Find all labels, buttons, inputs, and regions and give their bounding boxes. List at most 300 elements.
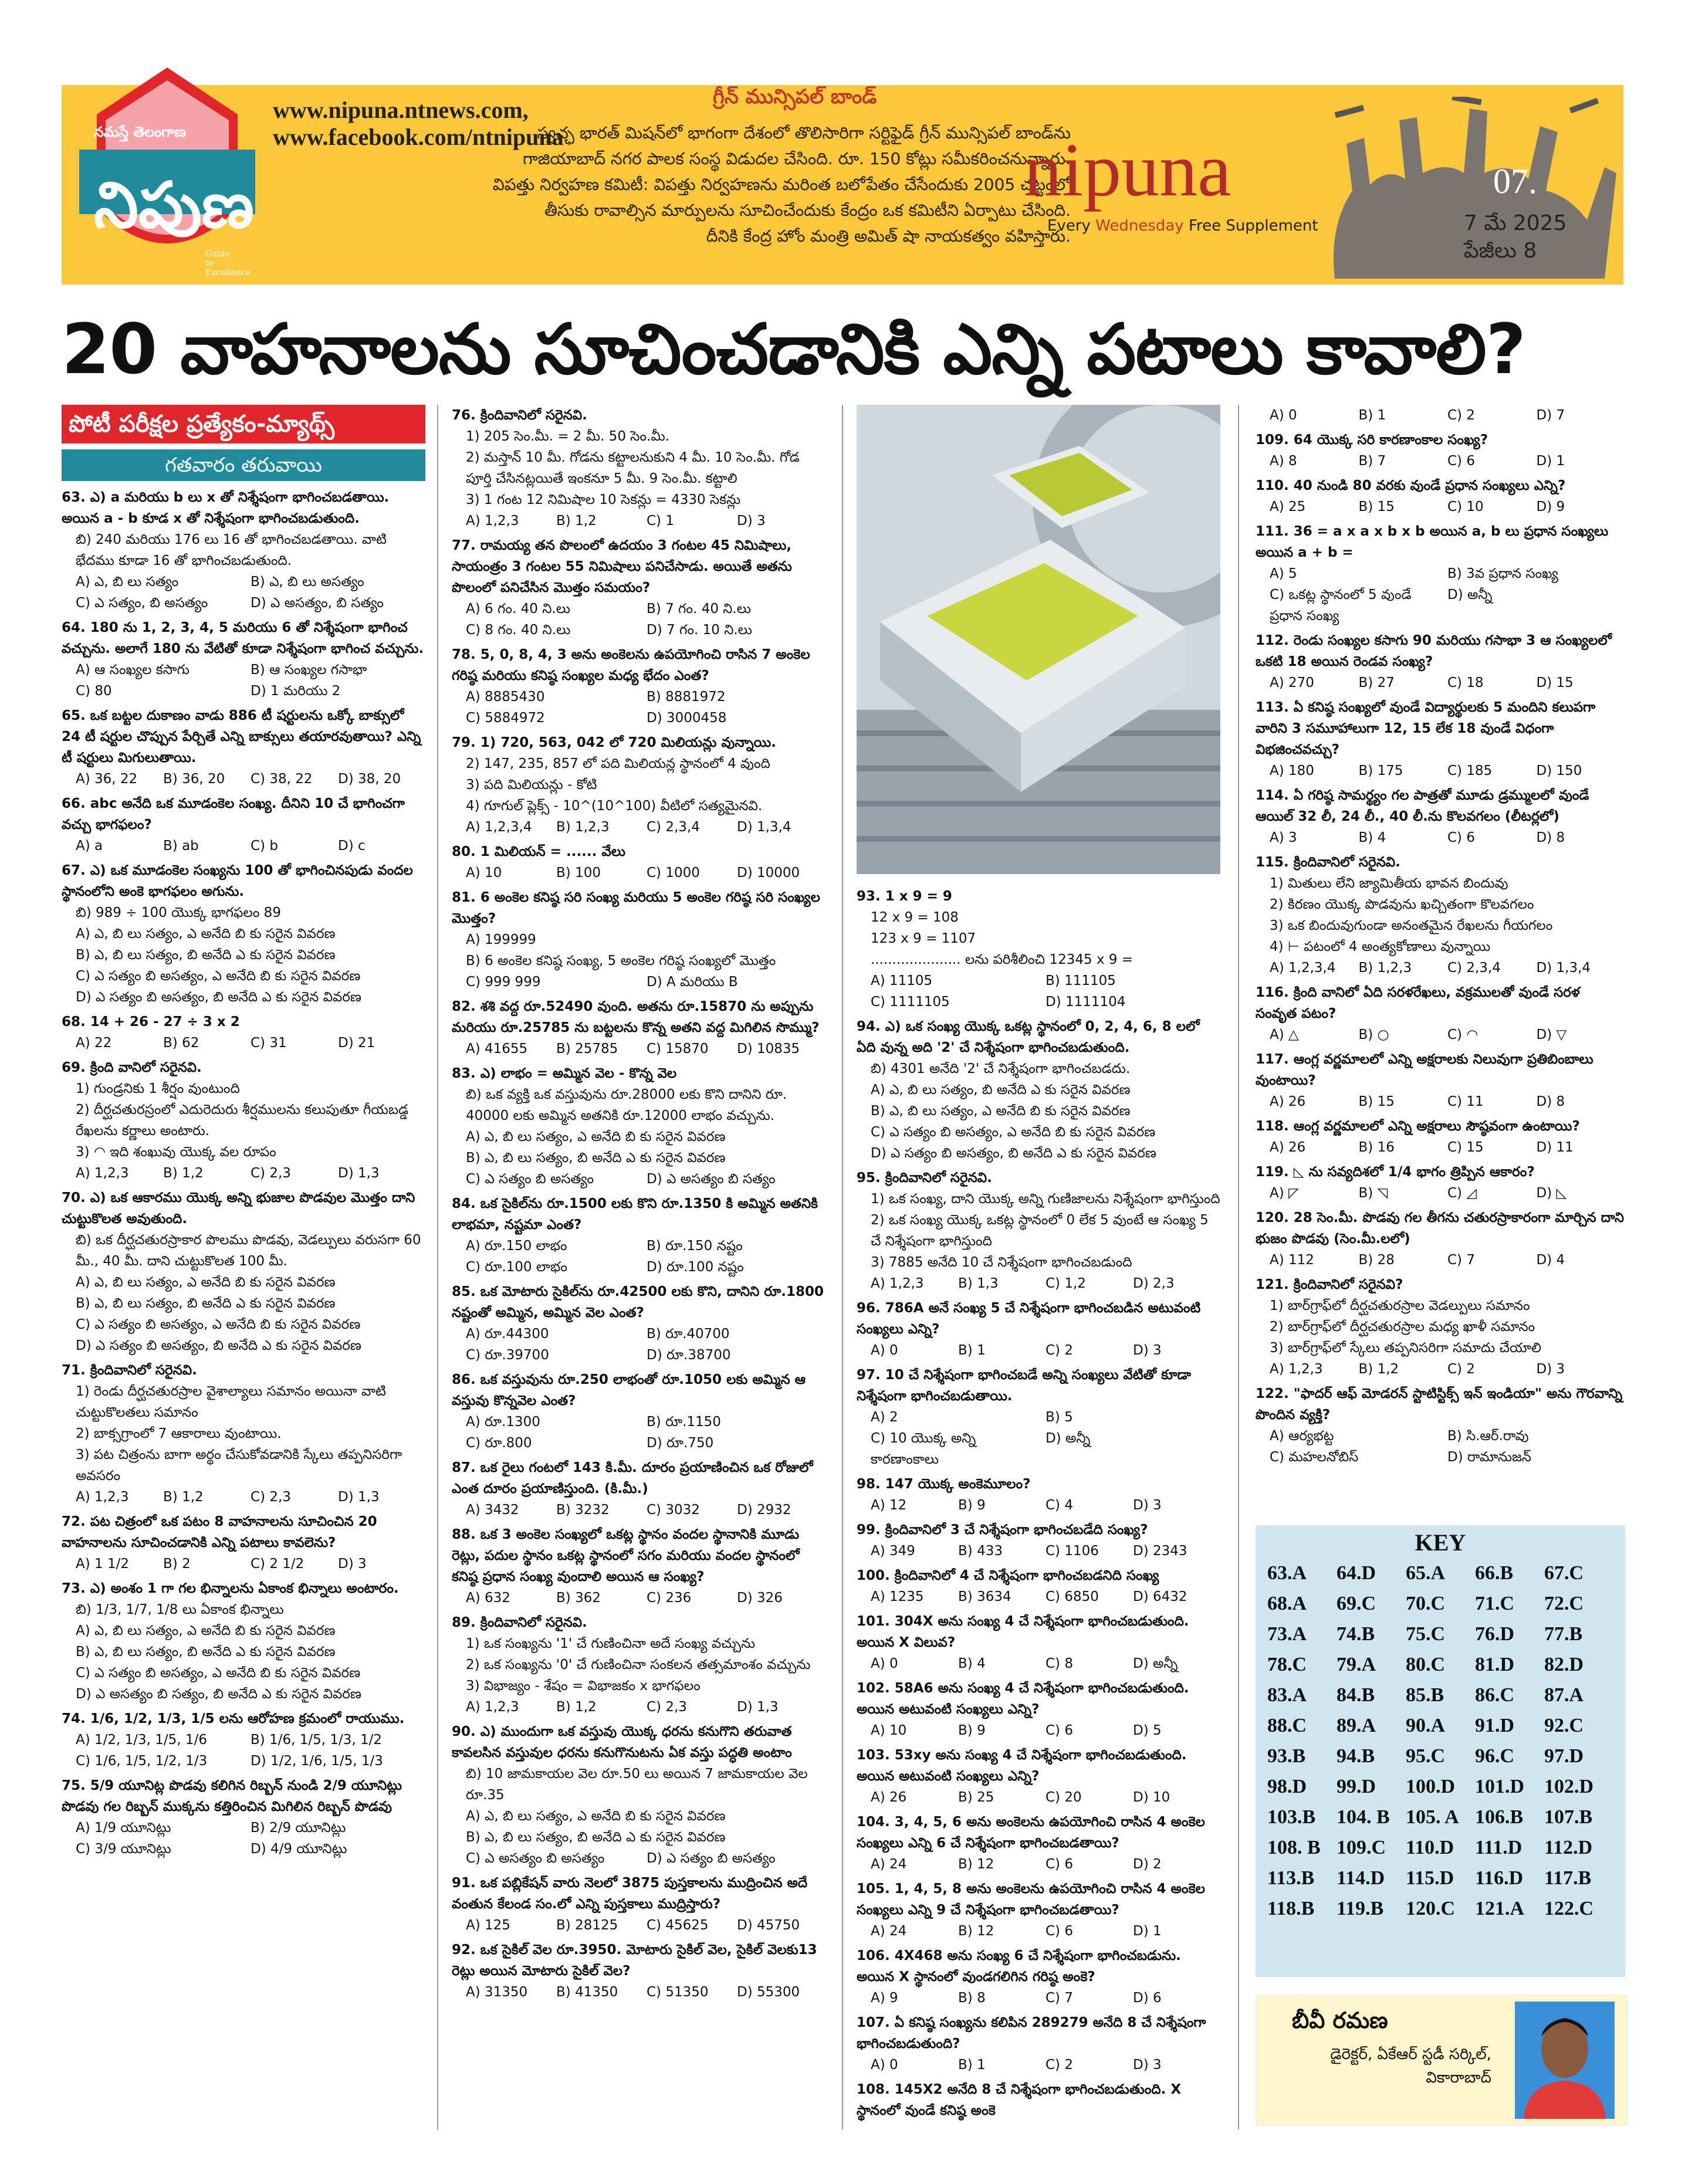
answer-option: D) 150 — [1536, 763, 1582, 778]
website-url[interactable]: www.nipuna.ntnews.com, — [273, 97, 529, 123]
answer-option: B) 1 — [958, 1343, 986, 1358]
question-block — [857, 1678, 1220, 1741]
answer-key-item: 120.C — [1406, 1898, 1456, 1919]
section-title: పోటీ పరీక్షల ప్రత్యేకం-మ్యాథ్స్ — [62, 405, 425, 443]
question-block — [452, 1873, 827, 1936]
question-text: 113. ఏ కనిష్ఠ సంఖ్యలో వుండే విద్యార్థులకు 5 మందిని కలుపగా వారిని 3 సమూహాలుగా 12, 15 లేక 18 వుండే విధంగా విభజించవచ్చు? — [1256, 700, 1596, 757]
answer-option: B) రూ.1150 — [647, 1414, 721, 1430]
column-divider — [1238, 405, 1239, 2129]
question-block — [857, 1016, 1220, 1164]
question-line: C) ఎ సత్యం బి అసత్యం, ఎ అనేది బి కు సరైన వివరణ — [76, 1665, 361, 1681]
options-grid — [62, 1487, 425, 1508]
question-line: 2) బార్‌గ్రాఫ్‌లో దీర్ఘచతురస్రాల మధ్య ఖాళీ సమానం — [1270, 1319, 1535, 1335]
question-text: 107. ఏ కనిష్ఠ సంఖ్యను కలిపిన 289279 అనేది 8 చే నిశ్శేషంగా భాగించబడుతుంది? — [857, 2015, 1206, 2051]
answer-option: A) 26 — [871, 1790, 907, 1805]
answer-option: B) 8881972 — [647, 689, 726, 705]
options-grid — [452, 1982, 827, 2003]
answer-option: D) 3 — [1536, 1362, 1565, 1377]
question-text: 112. రెండు సంఖ్యల కసాగు 90 మరియు గసాభా 3 ఆ సంఖ్యలలో ఒకటి 18 అయిన రెండవ సంఖ్య? — [1256, 633, 1612, 669]
answer-option: D) 1,3 — [338, 1489, 380, 1505]
answer-option: C) 8 — [1045, 1656, 1073, 1671]
question-text: 115. క్రిందివానిలో సరైనవి. — [1256, 855, 1400, 870]
answer-option: D) 10000 — [737, 865, 800, 881]
answer-option: B) ఆ సంఖ్యల గసాభా — [251, 662, 367, 678]
logo-big-text: నిపుణ — [94, 168, 254, 242]
answer-option: A) 26 — [1270, 1140, 1306, 1155]
question-line: బి) 989 ÷ 100 యొక్క భాగఫలం 89 — [76, 905, 281, 920]
question-text: 64. 180 ను 1, 2, 3, 4, 5 మరియు 6 తో నిశ్శేషంగా భాగించ వచ్చును. అలాగే 180 ను వేటితో కూడా నిశ్శేషంగా భాగించ వచ్చును. — [62, 620, 424, 656]
answer-option: D) 55300 — [737, 1985, 800, 2000]
answer-option: C) 3032 — [647, 1502, 700, 1518]
answer-option: A) 1,2,3 — [76, 1166, 129, 1181]
answer-option: D) c — [338, 838, 366, 854]
question-line: బి) ఒక వ్యక్తి ఒక వస్తువును రూ.28000 లకు కొని దానిని రూ. 40000 లకు అమ్మిన అతనికి రూ.12000 లాభం వచ్చును. — [466, 1087, 787, 1123]
answer-option: C) 2 — [1447, 1362, 1475, 1377]
question-text: 94. ఎ) ఒక సంఖ్య యొక్క ఒకట్ల స్థానంలో 0, 2, 4, 6, 8 లలో ఏది వున్న అది '2' చే నిశ్శేషంగా భాగించబడుతుంది. — [857, 1019, 1200, 1055]
answer-option: C) 1106 — [1045, 1543, 1099, 1559]
question-block — [452, 1369, 827, 1454]
answer-option: D) 1,3,4 — [1536, 960, 1591, 976]
column-divider — [842, 405, 843, 2129]
question-text: 110. 40 నుండి 80 వరకు వుండే ప్రధాన సంఖ్యలు ఎన్ని? — [1256, 478, 1566, 493]
options-grid — [1256, 496, 1625, 517]
question-text: 117. ఆంగ్ల వర్ణమాలలో ఎన్ని అక్షరాలకు నిలువుగా ప్రతిబింబాలు వుంటాయి? — [1256, 1052, 1593, 1088]
answer-option: D) 1111104 — [1045, 994, 1126, 1010]
answer-key-item: 74.B — [1337, 1623, 1375, 1645]
answer-key-item: 84.B — [1337, 1684, 1375, 1706]
options-grid — [1256, 827, 1625, 848]
answer-key-item: 91.D — [1475, 1715, 1515, 1736]
question-text: 87. ఒక రైలు గంటలో 143 కి.మీ. దూరం ప్రయాణించిన ఒక రోజులో ఎంత దూరం ప్రయాణిస్తుంది. (కి.మీ.) — [452, 1460, 813, 1496]
answer-key-item: 102.D — [1544, 1776, 1594, 1797]
answer-key-item: 96.C — [1475, 1745, 1515, 1767]
answer-key-item: 115.D — [1406, 1867, 1454, 1889]
brief-line: గాజియాబాద్ నగర పాలక సంస్థ విడుదల చేసింది. రూ. 150 కోట్లు సమీకరించనున్నారు. — [523, 149, 1071, 168]
answer-key-item: 85.B — [1406, 1684, 1444, 1706]
facebook-url[interactable]: www.facebook.com/ntnipuna — [273, 124, 564, 150]
question-block — [1256, 852, 1625, 978]
answer-option: A) △ — [1270, 1027, 1299, 1042]
answer-option: D) 1,3,4 — [737, 820, 791, 835]
author-photo-icon — [1515, 2002, 1615, 2119]
answer-option: C) 20 — [1045, 1790, 1082, 1805]
question-text: 108. 145X2 అనేది 8 చే నిశ్శేషంగా భాగించబడుతుంది. X స్థానంలో వుండే కనిష్ఠ అంకె — [857, 2082, 1182, 2118]
answer-option: C) 3/9 యూనిట్లు — [76, 1841, 171, 1857]
question-line: 2) ఒక సంఖ్యను '0' చే గుణించినా సంకలన తత్సమాంశం వచ్చును — [466, 1657, 811, 1672]
answer-key-item: 77.B — [1544, 1623, 1583, 1645]
answer-option: D) ఎ సత్యం బి అసత్యం — [647, 1851, 776, 1866]
column-3 — [857, 886, 1220, 2125]
answer-option: D) 9 — [1536, 499, 1565, 514]
answer-option: D) 1,3 — [338, 1166, 380, 1181]
question-text: 106. 4X468 అను సంఖ్య 6 చే నిశ్శేషంగా భాగించబడును. అయిన X స్థానంలో వుండగలిగిన గరిష్ఠ అంకె? — [857, 1948, 1181, 1985]
question-text: 86. ఒక వస్తువును రూ.250 లాభంతో రూ.1050 లకు అమ్మిన ఆ వస్తువు కొన్నవెల ఎంత? — [452, 1372, 806, 1408]
answer-option: C) 8 గం. 40 ని.లు — [466, 622, 571, 638]
answer-option: A) 180 — [1270, 763, 1314, 778]
answer-option: A) 41655 — [466, 1041, 528, 1057]
answer-option: C) 185 — [1447, 763, 1493, 778]
question-list — [1256, 405, 1625, 1468]
options-grid — [62, 1032, 425, 1054]
question-text: 122. "ఫాదర్ ఆఫ్ మోడరన్ స్టాటిస్టిక్స్ ఇన్ ఇండియా" అను గౌరవాన్ని పొందిన వ్యక్తి? — [1256, 1386, 1623, 1423]
logo-text — [94, 123, 254, 277]
answer-key-item: 69.C — [1337, 1593, 1376, 1614]
answer-option: B) 3వ ప్రధాన సంఖ్య — [1447, 566, 1558, 581]
answer-option: D) ఎ అసత్యం బి సత్యం — [647, 1171, 776, 1187]
answer-option: D) అన్నీ — [1447, 587, 1493, 602]
answer-option: D) 11 — [1536, 1140, 1574, 1155]
answer-option: B) 36, 20 — [163, 771, 225, 787]
answer-option: A) 349 — [871, 1543, 915, 1559]
question-text: 77. రామయ్య తన పొలంలో ఉదయం 3 గంటల 45 నిమిషాలు, సాయంత్రం 3 గంటల 55 నిమిషాలు పనిచేసాడు. అయితే అతను పొలంలో పనిచేసిన మొత్తం సమయం? — [452, 538, 792, 595]
answer-option: B) 3232 — [556, 1502, 610, 1518]
answer-key-item: 99.D — [1337, 1776, 1376, 1797]
question-line: B) ఎ, బి లు సత్యం, బి అనేది ఎ కు సరైన వివరణ — [466, 1150, 726, 1166]
author-name: బీవీ రమణ — [1292, 2007, 1388, 2033]
answer-key-item: 94.B — [1337, 1745, 1375, 1767]
answer-key-item: 82.D — [1544, 1654, 1584, 1675]
answer-option: B) ◹ — [1358, 1186, 1388, 1201]
answer-key-grid — [1256, 1556, 1625, 1926]
logo-tag-text: Guide to Excellence — [205, 249, 251, 277]
answer-option: A) 1 1/2 — [76, 1556, 129, 1572]
answer-key-item: 117.B — [1544, 1867, 1592, 1889]
answer-option: B) 7 గం. 40 ని.లు — [647, 601, 751, 617]
question-line: 3) పట చిత్రంను బాగా అర్థం చేసుకోవడానికి స్కేలు తప్పనిసరిగా అవసరం — [76, 1447, 402, 1484]
question-line: A) ఎ, బి లు సత్యం, ఎ అనేది బి కు సరైన వివరణ — [466, 1809, 726, 1824]
answer-key-item: 101.D — [1475, 1776, 1525, 1797]
answer-option: D) 1 — [1536, 453, 1565, 469]
question-line: 2) కిరణం యొక్క పొడవును ఖచ్చితంగా కొలవగలం — [1270, 897, 1534, 912]
answer-option: D) 2 — [1133, 1857, 1162, 1872]
options-grid — [857, 1921, 1220, 1942]
answer-option: A) 1/2, 1/3, 1/5, 1/6 — [76, 1732, 207, 1748]
answer-option: D) 3 — [737, 513, 766, 529]
question-block — [857, 1519, 1220, 1562]
answer-option: B) 7 — [1358, 453, 1386, 469]
question-block — [1256, 697, 1625, 781]
question-line: A) ఎ, బి లు సత్యం, బి అనేది ఎ కు సరైన వివరణ — [871, 1082, 1131, 1098]
current-affairs-brief — [390, 120, 1071, 249]
answer-option: D) 1 మరియు 2 — [251, 683, 341, 699]
answer-option: A) 2 — [871, 1410, 898, 1425]
answer-key-item: 63.A — [1267, 1562, 1307, 1584]
answer-option: C) 999 999 — [466, 974, 541, 990]
answer-option: A) 10 — [871, 1723, 907, 1738]
answer-option: D) 3 — [1133, 1498, 1162, 1513]
answer-option: A) 11105 — [871, 973, 933, 988]
tagline-post: Free Supplement — [1188, 217, 1318, 235]
answer-option: C) 31 — [251, 1035, 287, 1051]
question-text: 103. 53xy అను సంఖ్య 4 చే నిశ్శేషంగా భాగించబడుతుంది. అయిన అటువంటి సంఖ్యలు ఎన్ని? — [857, 1748, 1187, 1784]
answer-key-item: 88.C — [1267, 1715, 1307, 1736]
question-text: 79. 1) 720, 563, 042 లో 720 మిలియన్లు వున్నాయి. — [452, 735, 776, 750]
section-subtitle: గతవారం తరువాయి — [62, 449, 425, 481]
answer-option: A) 1,2,3 — [1270, 1362, 1323, 1377]
question-block — [62, 1187, 425, 1356]
answer-key-item: 83.A — [1267, 1684, 1307, 1706]
answer-option: D) 5 — [1133, 1723, 1162, 1738]
answer-key-item: 112.D — [1544, 1837, 1593, 1858]
answer-option: C) 6 — [1447, 453, 1475, 469]
answer-option: B) 15 — [1358, 499, 1395, 514]
options-grid — [1256, 1137, 1625, 1158]
answer-key-item: 121.A — [1475, 1898, 1525, 1919]
answer-key-item: 97.D — [1544, 1745, 1584, 1767]
options-grid — [857, 1273, 1220, 1294]
answer-option: C) 2,3,4 — [647, 820, 700, 835]
answer-option: A) 26 — [1270, 1094, 1306, 1109]
options-grid — [452, 862, 827, 883]
answer-key-item: 111.D — [1475, 1837, 1522, 1858]
answer-key-item: 78.C — [1267, 1654, 1307, 1675]
answer-option: B) 2/9 యూనిట్లు — [251, 1820, 346, 1836]
tagline — [1047, 217, 1318, 235]
question-line: C) ఎ సత్యం బి అసత్యం, ఎ అనేది బి కు సరైన వివరణ — [871, 1125, 1156, 1140]
answer-option: D) 1 — [1133, 1924, 1162, 1939]
question-line: A) ఎ, బి లు సత్యం, ఎ అనేది బి కు సరైన వివరణ — [76, 926, 336, 942]
answer-option: C) మహలనోబిస్ — [1270, 1450, 1359, 1465]
question-text: 81. 6 అంకెల కనిష్ఠ సరి సంఖ్య మరియు 5 అంకెల గరిష్ఠ సరి సంఖ్యల మొత్తం? — [452, 890, 820, 926]
question-text: 97. 10 చే నిశ్శేషంగా భాగించబడే అన్ని సంఖ్యలు వేటితో కూడా నిశ్శేషంగా భాగించబడుతాయి. — [857, 1367, 1191, 1404]
question-line: 123 x 9 = 1107 — [871, 931, 976, 946]
answer-key-item: 119.B — [1337, 1898, 1384, 1919]
answer-option: C) 4 — [1045, 1498, 1073, 1513]
brief-line: తీసుకు రావాల్సిన మార్పులను సూచించేందుకు కేంద్రం ఒక కమిటీని ఏర్పాటు చేసింది. — [544, 201, 1071, 220]
author-role-line: డైరెక్టర్, ఏకేఆర్ స్టడీ సర్కిల్, — [1330, 2046, 1491, 2063]
answer-option: C) 2,3,4 — [1447, 960, 1501, 976]
answer-option: A) 0 — [1270, 408, 1297, 423]
question-line: 2) మస్తాన్ 10 మీ. గోడను కట్టాలనుకుని 4 మీ. 10 సెం.మీ. గోడ పూర్తి చేసినట్లయితే ఇంకనూ 5 మీ. 9 సెం.మీ. కట్టాలి — [466, 450, 800, 486]
question-line: A) ఎ, బి లు సత్యం, ఎ అనేది బి కు సరైన వివరణ — [466, 1129, 726, 1145]
answer-key-item: 87.A — [1544, 1684, 1584, 1706]
question-block — [452, 841, 827, 883]
answer-key-item: 92.C — [1544, 1715, 1584, 1736]
answer-option: B) 27 — [1358, 675, 1395, 690]
answer-option: C) ◠ — [1447, 1027, 1478, 1042]
question-line: 3) పది మిలియన్లు - కోటి — [466, 777, 597, 793]
answer-option: B) 4 — [958, 1656, 986, 1671]
question-block — [62, 617, 425, 702]
question-list — [62, 487, 425, 1860]
answer-option: B) ab — [163, 838, 199, 854]
question-text: 95. క్రిందివానిలో సరైనవి. — [857, 1170, 992, 1186]
options-grid — [62, 1553, 425, 1574]
answer-option: C) రూ.800 — [466, 1435, 532, 1451]
options-grid — [1256, 1183, 1625, 1204]
answer-key-item: 64.D — [1337, 1562, 1376, 1584]
question-line: B) ఎ, బి లు సత్యం, బి అనేది ఎ కు సరైన వివరణ — [76, 1644, 336, 1660]
question-block — [62, 1011, 425, 1054]
question-text: 70. ఎ) ఒక ఆకారము యొక్క అన్ని భుజాల పొడవుల మొత్తం దాని చుట్టుకొలత అవుతుంది. — [62, 1190, 415, 1227]
question-block — [452, 1193, 827, 1278]
answer-option: D) రామానుజన్ — [1447, 1450, 1531, 1465]
question-block — [857, 2079, 1220, 2121]
answer-key-item: 86.C — [1475, 1684, 1515, 1706]
options-grid — [857, 1787, 1220, 1808]
answer-option: A) 6 గం. 40 ని.లు — [466, 601, 570, 617]
question-block — [857, 1298, 1220, 1361]
answer-option: D) 6 — [1133, 1990, 1162, 2006]
question-block — [62, 705, 425, 790]
answer-option: D) రూ.750 — [647, 1435, 714, 1451]
question-block — [452, 1721, 827, 1869]
options-grid — [1256, 1091, 1625, 1112]
question-line: బి) 4301 అనేది '2' చే నిశ్శేషంగా భాగించబడదు. — [871, 1061, 1131, 1076]
options-grid — [452, 1848, 827, 1869]
question-line: B) ఎ, బి లు సత్యం, బి అనేది ఎ కు సరైన వివరణ — [76, 1296, 336, 1311]
answer-option: B) 1,2 — [163, 1489, 204, 1505]
question-text: 73. ఎ) అంశం 1 గా గల భిన్నాలను ఏకాంక భిన్నాలు అంటారం. — [62, 1581, 399, 1596]
answer-option: D) 2343 — [1133, 1543, 1187, 1559]
question-block — [1256, 1116, 1625, 1158]
options-grid — [857, 1540, 1220, 1562]
answer-option: C) 6 — [1045, 1924, 1073, 1939]
answer-option: D) 8 — [1536, 830, 1565, 845]
answer-option: A) 1/9 యూనిట్లు — [76, 1820, 171, 1836]
answer-key-item: 66.B — [1475, 1562, 1514, 1584]
answer-option: C) 1111105 — [871, 994, 950, 1010]
answer-option: D) ఎ అసత్యం, బి సత్యం — [251, 595, 384, 611]
answer-option: D) 6432 — [1133, 1589, 1187, 1604]
answer-option: A) 31350 — [466, 1985, 528, 2000]
answer-option: B) 25785 — [556, 1041, 618, 1057]
answer-key-item: 109.C — [1337, 1837, 1386, 1858]
question-block — [452, 1524, 827, 1609]
question-line: D) ఎ అసత్యం బి సత్యం, బి అనేది ఎ కు సరైన వివరణ — [76, 1687, 361, 1702]
question-block — [62, 793, 425, 856]
answer-option: B) 62 — [163, 1035, 199, 1051]
answer-option: B) రూ.40700 — [647, 1326, 730, 1342]
answer-option: A) 24 — [871, 1924, 907, 1939]
answer-option: D) 21 — [338, 1035, 375, 1051]
answer-option: B) 362 — [556, 1590, 601, 1606]
answer-option: B) 1,2 — [163, 1166, 204, 1181]
question-block — [857, 1474, 1220, 1516]
options-grid — [857, 2054, 1220, 2075]
answer-key-item: 110.D — [1406, 1837, 1454, 1858]
answer-option: C) 15 — [1447, 1140, 1484, 1155]
options-grid — [857, 1340, 1220, 1361]
question-text: 65. ఒక బట్టల దుకాణం వాడు 886 టీ షర్టులను ఒక్కో బాక్సులో 24 టీ షర్టుల చొప్పున పేర్చితే ఎన్ని బాక్సులు తయారవుతాయి? ఎన్ని టీ షర్టులు మిగులుతాయి. — [62, 708, 421, 766]
question-block — [1256, 630, 1625, 693]
answer-option: B) రూ.150 నష్టం — [647, 1238, 743, 1254]
question-text: 66. abc అనేది ఒక మూడంకెల సంఖ్య. దీనిని 10 చే భాగించగా వచ్చు భాగఫలం? — [62, 796, 405, 832]
answer-option: C) 1000 — [647, 865, 700, 881]
question-line: 4) గూగుల్ ప్లెక్స్ - 10^(10^100) వీటిలో సత్యమైనవి. — [466, 798, 763, 814]
answer-key-item: 118.B — [1267, 1898, 1315, 1919]
options-grid — [452, 1499, 827, 1521]
answer-option: A) రూ.44300 — [466, 1326, 549, 1342]
question-block — [62, 1360, 425, 1508]
answer-key-item: 103.B — [1267, 1806, 1316, 1828]
question-block — [1256, 785, 1625, 848]
question-line: A) ఎ, బి లు సత్యం, ఎ అనేది బి కు సరైన వివరణ — [76, 1275, 336, 1290]
question-text: 90. ఎ) ముందుగా ఒక వస్తువు యొక్క ధరను కనుగొని తరువాత కావలసిన వస్తువుల ధరను కనుగొనుటను ఏక వస్తు పద్ధతి అంటాం — [452, 1724, 792, 1760]
answer-option: D) రూ.100 నష్టం — [647, 1259, 744, 1275]
answer-option: C) రూ.100 లాభం — [466, 1259, 567, 1275]
question-line: బి) 10 జామకాయల వెల రూ.50 లు అయిన 7 జామకాయల వెల రూ.35 — [466, 1766, 808, 1803]
options-grid — [857, 970, 1220, 1013]
masthead — [62, 85, 1623, 285]
answer-key-item: 80.C — [1406, 1654, 1446, 1675]
question-text: 74. 1/6, 1/2, 1/3, 1/5 లను ఆరోహణ క్రమంలో రాయుము. — [62, 1711, 405, 1726]
page-count: పేజీలు 8 — [1464, 239, 1537, 263]
answer-key-item: 79.A — [1337, 1654, 1376, 1675]
answer-option: C) 6850 — [1045, 1589, 1099, 1604]
options-grid — [1256, 405, 1625, 426]
question-block — [452, 535, 827, 641]
answer-option: D) 3 — [338, 1556, 367, 1572]
answer-option: C) 10 — [1447, 499, 1484, 514]
question-text: 102. 58A6 అను సంఖ్య 4 చే నిశ్శేషంగా భాగించబడుతుంది. అయిన అటువంటి సంఖ్యలు ఎన్ని? — [857, 1681, 1189, 1717]
options-grid — [452, 1169, 827, 1190]
answer-option: C) 7 — [1447, 1252, 1475, 1268]
options-grid — [452, 598, 827, 641]
answer-key-item: 104. B — [1337, 1806, 1390, 1828]
question-line: 12 x 9 = 108 — [871, 910, 959, 925]
question-line: C) ఎ సత్యం బి అసత్యం, ఎ అనేది బి కు సరైన వివరణ — [76, 1317, 361, 1332]
question-block — [857, 886, 1220, 1013]
question-block — [857, 1745, 1220, 1808]
answer-option: B) 175 — [1358, 763, 1403, 778]
question-text: 116. క్రింది వానిలో ఏది సరళరేఖలు, వక్రములతో వుండే సరళ సంవృత పటం? — [1256, 985, 1580, 1021]
question-text: 92. ఒక సైకిల్ వెల రూ.3950. మోటారు సైకిల్ వెల, సైకిల్ వెలకు13 రెట్లు అయిన మోటారు సైకిల్ వెల? — [452, 1942, 817, 1979]
question-line: 1) ఒక సంఖ్యను '1' చే గుణించినా అదే సంఖ్య వచ్చును — [466, 1636, 756, 1651]
answer-option: C) 6 — [1045, 1857, 1073, 1872]
answer-option: B) 28 — [1358, 1252, 1395, 1268]
answer-option: C) 1 — [647, 513, 674, 529]
answer-option: C) 2 — [1045, 1343, 1073, 1358]
options-grid — [1256, 451, 1625, 472]
books-illustration-icon — [857, 405, 1220, 874]
options-grid — [1256, 957, 1625, 978]
page-headline: 20 వాహనాలను సూచించడానికి ఎన్ని పటాలు కావాలి? — [62, 309, 1526, 390]
question-text: 82. శశి వద్ద రూ.52490 వుంది. అతను రూ.15870 ను అప్పును మరియు రూ.25785 ను బట్టలను కొన్న అతని వద్ద మిగిలిన సొమ్ము? — [452, 999, 820, 1035]
answer-option: D) ◺ — [1536, 1186, 1567, 1201]
answer-key-item: 114.D — [1337, 1867, 1385, 1889]
question-line: B) ఎ, బి లు సత్యం, ఎ అనేది బి కు సరైన వివరణ — [871, 1103, 1131, 1119]
question-block — [452, 1063, 827, 1190]
answer-option: A) 5 — [1270, 566, 1297, 581]
answer-option: C) 7 — [1045, 1990, 1073, 2006]
answer-option: A) 25 — [1270, 499, 1306, 514]
answer-option: D) 3000458 — [647, 710, 727, 726]
answer-option: C) 6 — [1447, 830, 1475, 845]
answer-key — [1256, 1525, 1625, 1977]
question-text: 67. ఎ) ఒక మూడంకెల సంఖ్యను 100 తో భాగించినపుడు వందల స్థానంలోని అంకె భాగఫలం అగును. — [62, 863, 413, 899]
answer-option: D) A మరియు B — [647, 974, 738, 990]
question-text: 63. ఎ) a మరియు b లు x తో నిశ్శేషంగా భాగించబడతాయి. అయిన a - b కూడ x తో నిశ్శేషంగా భాగించబడుతుంది. — [62, 490, 390, 526]
question-text: 114. ఏ గరిష్ఠ సామర్థ్యం గల పాత్రతో మూడు డ్రమ్ములలో వుండే ఆయిల్ 32 లీ, 24 లీ., 40 లీ.ను కొలవగలం (లీటర్లలో) — [1256, 788, 1589, 824]
question-block — [1256, 475, 1625, 517]
question-block — [857, 1611, 1220, 1674]
question-text: 99. క్రిందివానిలో 3 చే నిశ్శేషంగా భాగించబడేది సంఖ్య? — [857, 1522, 1148, 1538]
answer-option: A) 24 — [871, 1857, 907, 1872]
answer-option: C) 38, 22 — [251, 771, 313, 787]
answer-option: C) 236 — [647, 1590, 692, 1606]
question-text: 89. క్రిందివానిలో సరైనవి. — [452, 1615, 587, 1630]
question-text: 120. 28 సెం.మీ. పొడవు గల తీగను చతురస్రాకారంగా మార్చిన దాని భుజం పొడవు (సెం.మీ.లలో) — [1256, 1210, 1625, 1247]
answer-option: C) b — [251, 838, 278, 854]
options-grid — [452, 1697, 827, 1718]
question-line: D) ఎ సత్యం బి అసత్యం, బి అనేది ఎ కు సరైన వివరణ — [76, 990, 361, 1005]
options-grid — [1256, 563, 1625, 627]
options-grid — [62, 835, 425, 856]
question-block — [857, 1364, 1220, 1470]
answer-option: B) 111105 — [1045, 973, 1116, 988]
answer-key-item: 116.D — [1475, 1867, 1524, 1889]
